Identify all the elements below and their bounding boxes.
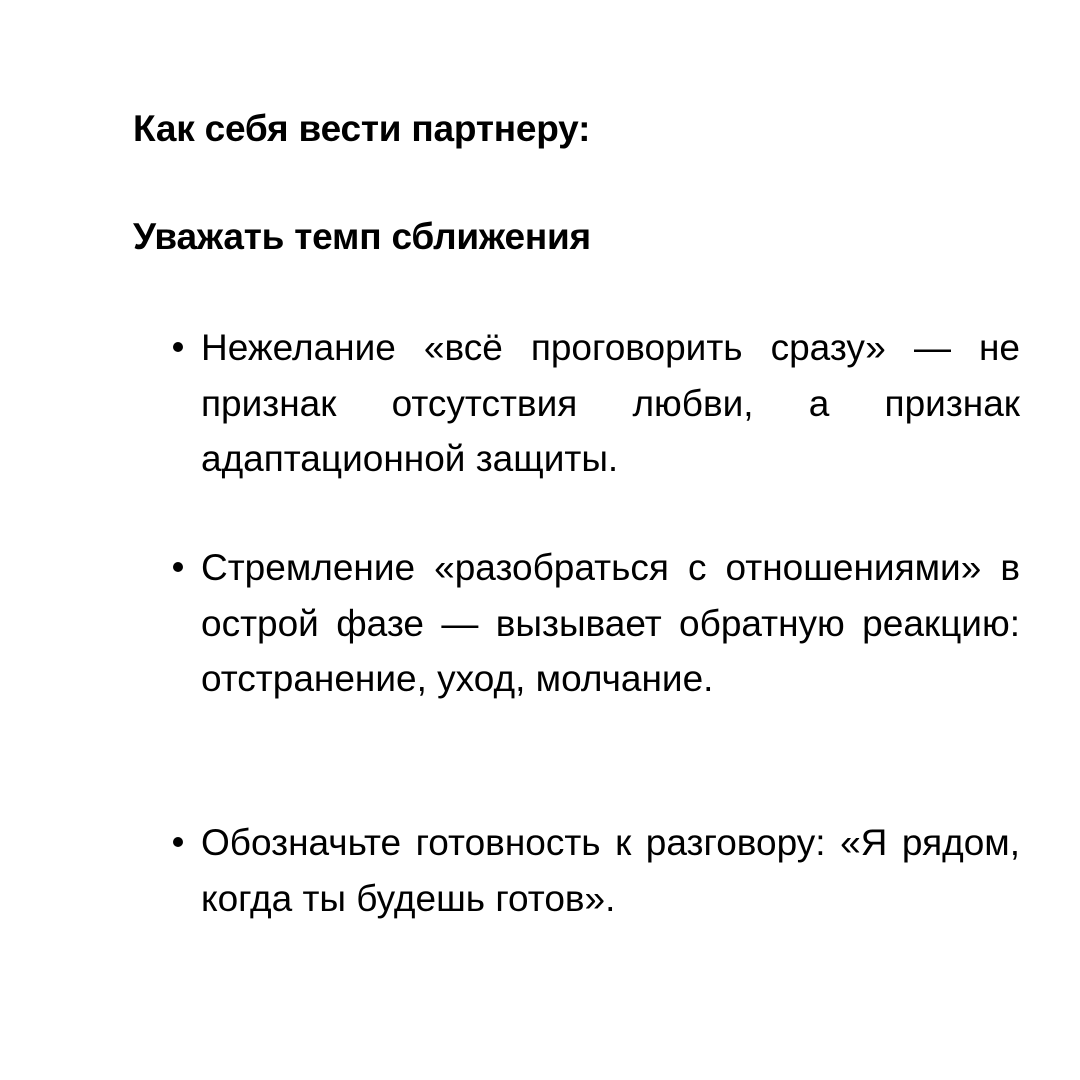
list-item xyxy=(165,540,1020,707)
list-item-text: Обозначьте готовность к разговору: «Я рядом, когда ты будешь готов». xyxy=(201,822,1020,919)
list-item-text: Стремление «разобраться с отношениями» в острой фазе — вызывает обратную реакцию: отстранение, уход, молчание. xyxy=(201,547,1020,699)
section-subtitle: Уважать темп сближения xyxy=(133,216,591,257)
bullet-icon xyxy=(173,562,183,572)
bullet-icon xyxy=(173,342,183,352)
list-item xyxy=(165,320,1020,487)
bullet-icon xyxy=(173,837,183,847)
page-title: Как себя вести партнеру: xyxy=(133,108,591,149)
list-item-text: Нежелание «всё проговорить сразу» — не признак отсутствия любви, а признак адаптационной защиты. xyxy=(201,327,1020,479)
list-item xyxy=(165,815,1020,926)
